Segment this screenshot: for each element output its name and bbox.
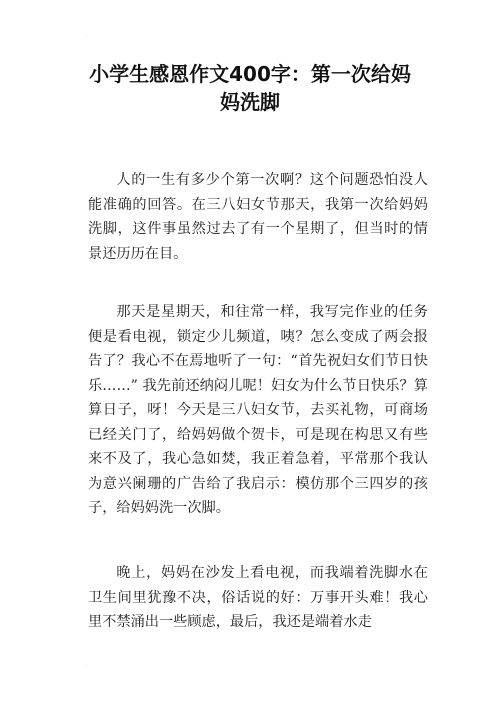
document-title-line-1: 小学生感恩作文400字：第一次给妈 [89, 62, 411, 86]
paragraph-1: 人的一生有多少个第一次啊？这个问题恐怕没人能准确的回答。在三八妇女节那天，我第一次给妈妈洗脚，这件事虽然过去了有一个星期了，但当时的情景还历历在目。 [88, 172, 428, 262]
corner-mark: · [86, 33, 88, 39]
paragraph-2: 那天是星期天，和往常一样，我写完作业的任务便是看电视，锁定少儿频道，咦？怎么变成了两会报告了？我心不在焉地听了一句：“首先祝妇女们节日快乐……” 我先前还纳闷儿呢！妇女为什么节日快乐？算算日子，呀！今天是三八妇女节，去买礼物，可商场已经关门了，给妈妈做个贺卡，可是现在构思又有些来不及了，我心急如焚，我正着急着，平常那个我认为意兴阑珊的广告给了我启示：模仿那个三四岁的孩子，给妈妈洗一次脚。 [88, 304, 428, 516]
corner-mark: · [86, 663, 88, 669]
document-title-line-2: 妈洗脚 [220, 90, 280, 114]
paragraph-3: 晚上，妈妈在沙发上看电视，而我端着洗脚水在卫生间里犹豫不决，俗话说的好：万事开头难！我心里不禁涌出一些顾虑，最后，我还是端着水走 [88, 565, 428, 630]
